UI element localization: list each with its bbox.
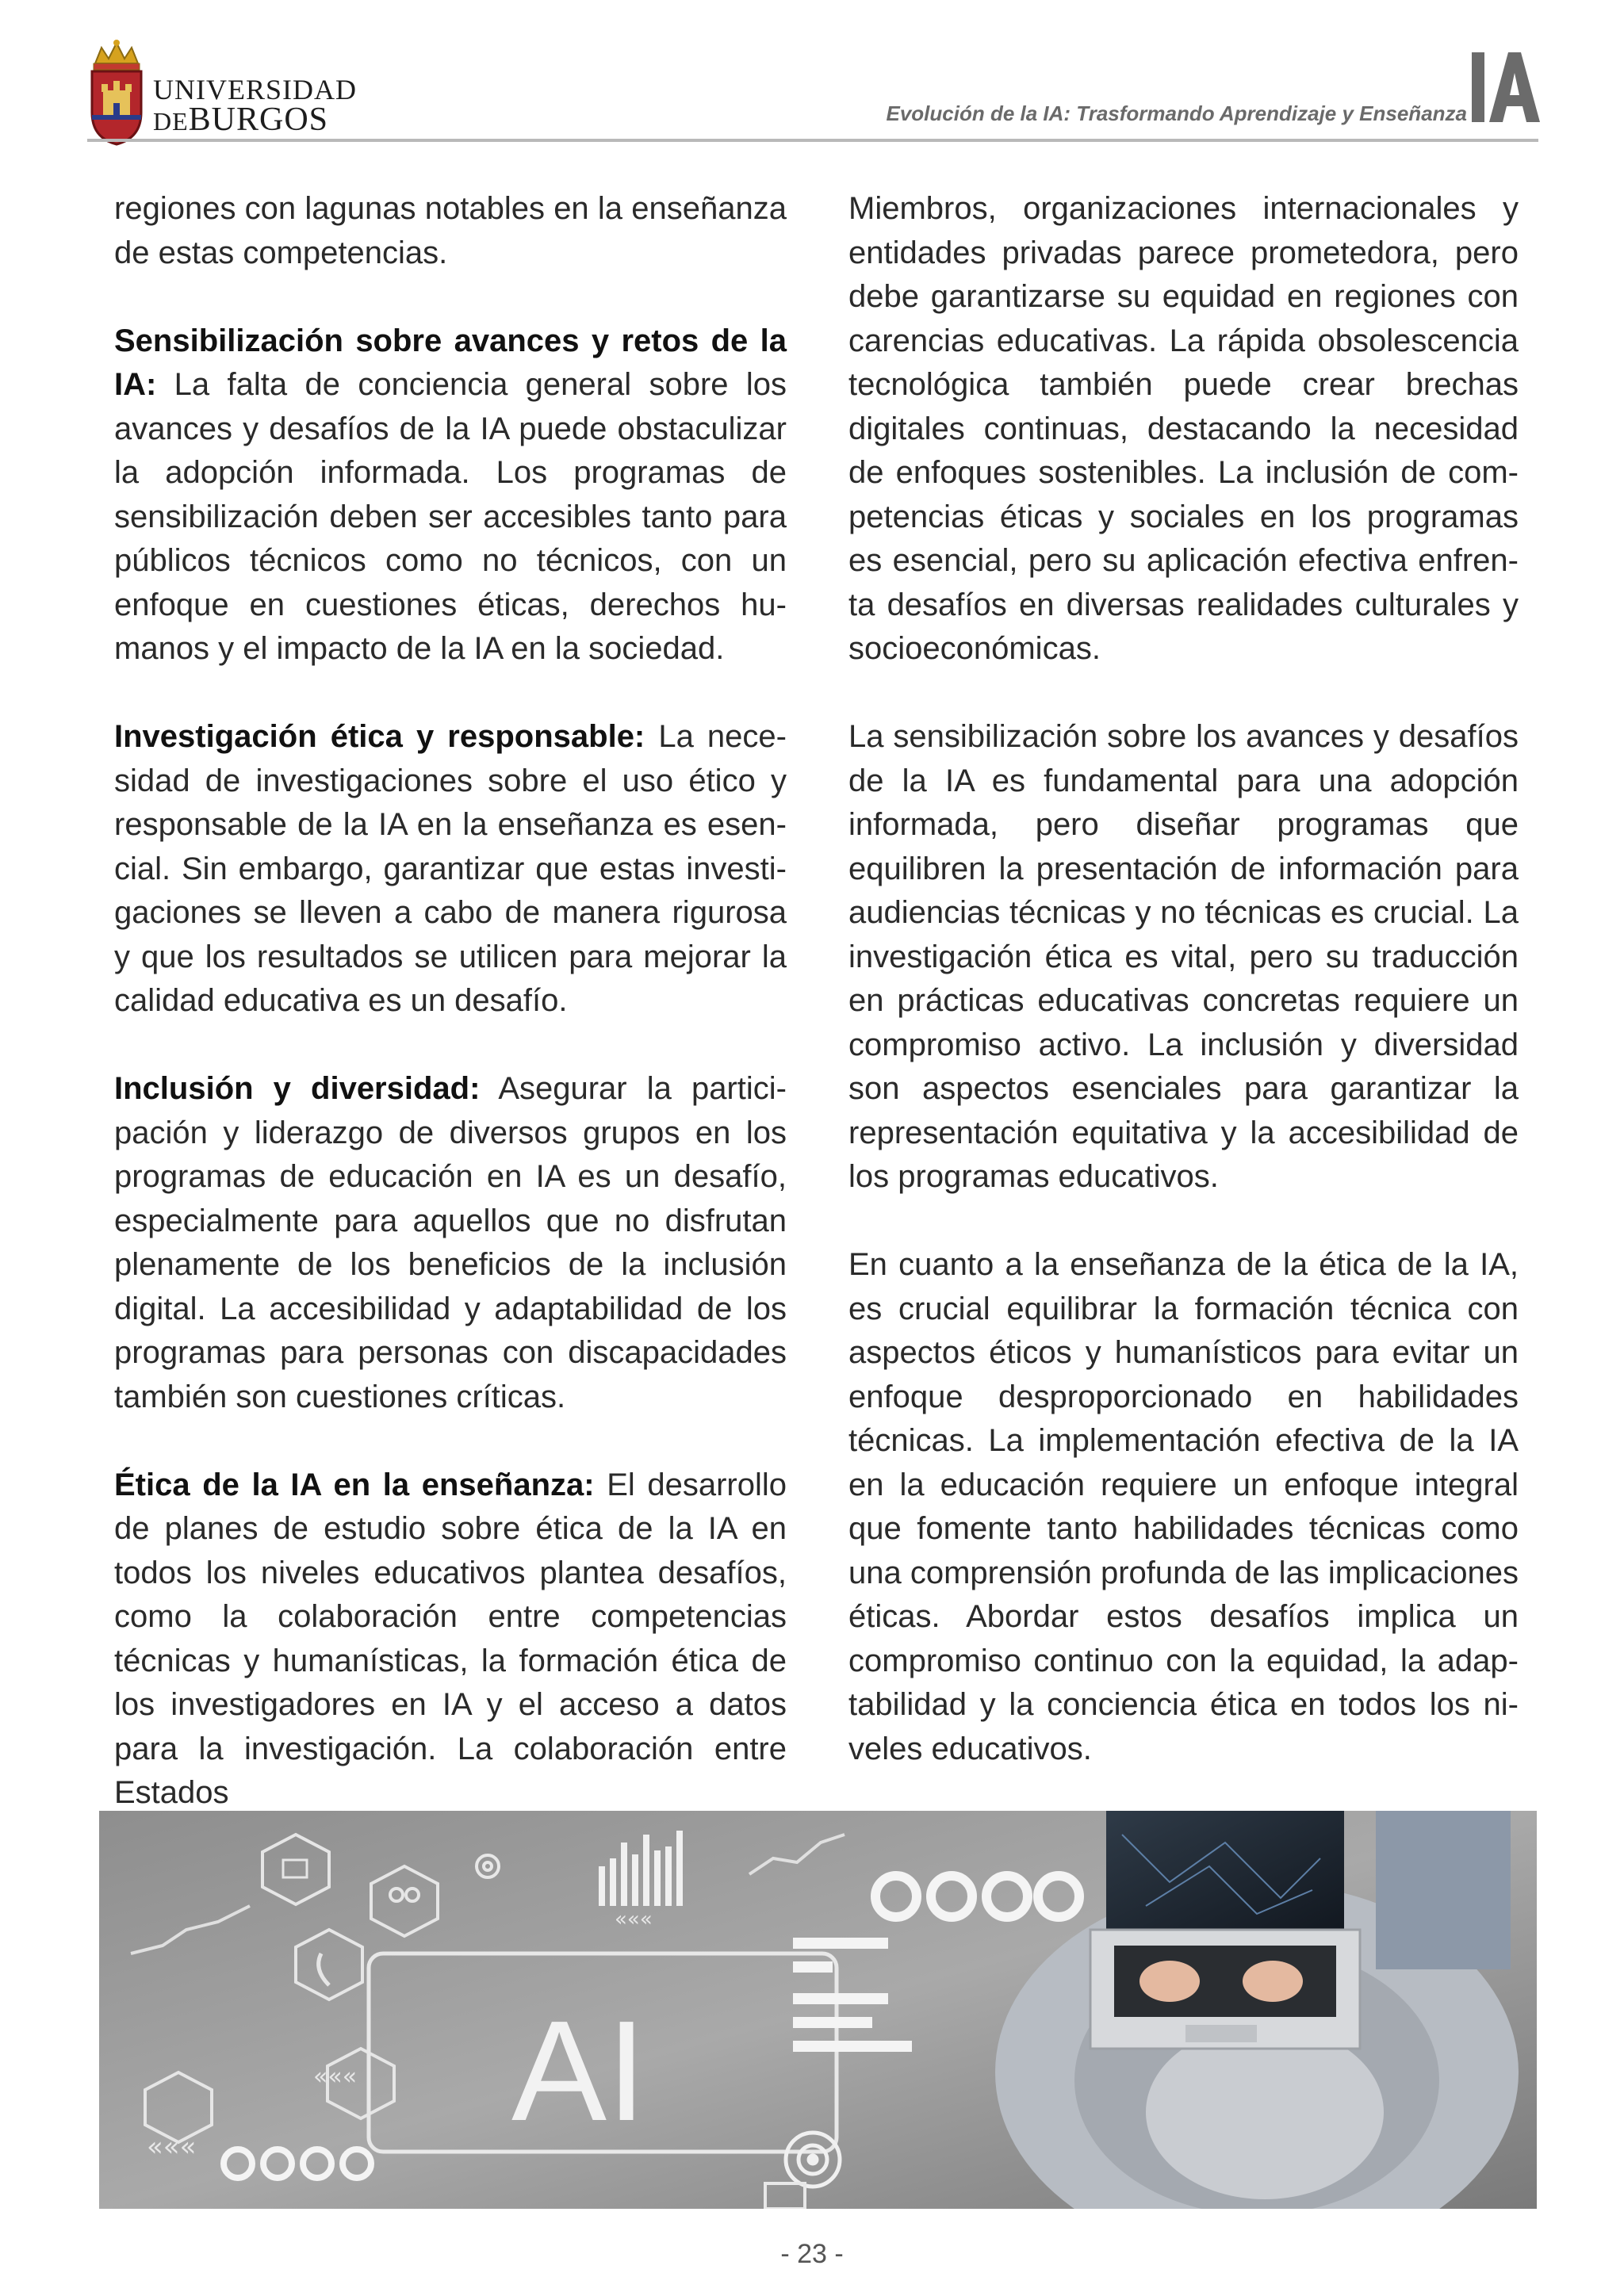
paragraph [114, 715, 787, 1024]
paragraph-text: En cuanto a la enseñanza de la ética de la IA, es crucial equilibrar la formación técnica con aspectos éticos y humanísticos para evitar un enfoque desproporcionado en habilidades técnicas. La implementación efectiva de la IA en la educación requiere un enfoque integral que fomente tanto habilidades técnicas como una comprensión profunda de las implicaciones éticas. Abordar estos desafíos implica un compromiso continuo con la equidad, la adaptabilidad y la conciencia ética en todos los niveles educativos. [848, 1247, 1519, 1766]
left-column [114, 187, 787, 1859]
paragraph-text: Asegurar la participación y liderazgo de diversos grupos en los programas de educación en IA es un desafío, especialmente para aquellos que no disfrutan plenamente de los beneficios de la inclusión digital. La accesibilidad y adaptabilidad de los programas para personas con discapacidades también son cuestiones críticas. [114, 1071, 787, 1414]
paragraph [114, 187, 787, 275]
hand [1139, 1961, 1200, 2002]
ai-illustration [99, 1811, 1537, 2209]
university-name [153, 75, 357, 136]
laptop-icon [1090, 1811, 1360, 2049]
header-divider [87, 139, 1538, 142]
paragraph [848, 1243, 1519, 1771]
chevrons-icon: ««« [313, 2063, 358, 2091]
document-title: Evolución de la IA: Trasformando Aprendizaje y Enseñanza [886, 101, 1467, 125]
right-column [848, 187, 1519, 1816]
paragraph-heading: Sensibilización sobre avances y retos de la IA: [114, 323, 787, 402]
ai-label: AI [511, 1992, 647, 2151]
hand [1243, 1961, 1303, 2002]
ia-logo [1472, 49, 1540, 127]
paragraph-text: La necesidad de investigaciones sobre el uso ético y responsable de la IA en la enseñanza es esencial. Sin embargo, garantizar que estas investigaciones se lleven a cabo de manera rigurosa y que los resultados se utilicen para mejorar la calidad educativa es un desafío. [114, 719, 787, 1018]
chevrons-icon: ««« [147, 2131, 197, 2163]
person [1146, 2025, 1384, 2199]
paragraph-text: regiones con lagunas notables en la enseñanza de estas competencias. [114, 191, 787, 270]
paragraph [114, 1067, 787, 1419]
paragraph-text: La sensibilización sobre los avances y desafíos de la IA es fundamental para una adopción informada, pero diseñar programas que equilibren la presentación de información para audiencias técnicas y no técnicas es crucial. La investigación ética es vital, pero su traducción en prácticas educativas concretas requiere un compromiso activo. La inclusión y diversidad son aspectos esenciales para garantizar la representación equitativa y la accesibilidad de los programas educativos. [848, 719, 1519, 1194]
university-name-line2 [153, 101, 357, 138]
university-crest-icon [87, 40, 146, 146]
paragraph-text: El desarrollo de planes de estudio sobre ética de la IA en todos los niveles educativos plantea desafíos, como la colaboración entre competencias técnicas y humanísticas, la formación ética de los investigadores en IA y el acceso a datos para la investigación. La colaboración entre Estados [114, 1467, 787, 1810]
person-leg [1376, 1811, 1511, 1969]
chevrons-icon: ««« [615, 1908, 653, 1931]
paragraph [114, 320, 787, 672]
page-header [0, 0, 1624, 151]
paragraph-heading: Inclusión y diversidad: [114, 1071, 481, 1106]
paragraph-heading: Investigación ética y responsable: [114, 719, 645, 754]
university-name-main: BURGOS [188, 101, 329, 138]
university-name-line1: UNIVERSIDAD [153, 74, 357, 105]
paragraph [848, 187, 1519, 672]
paragraph [848, 715, 1519, 1200]
university-name-prefix: DE [153, 107, 189, 136]
paragraph-text: Miembros, organizaciones internacionales y entidades privadas parece prometedora, pero debe garantizarse su equidad en regiones con carencias educativas. La rápida obsolescencia tecnológica también puede crear brechas digitales continuas, destacando la necesidad de enfoques sostenibles. La inclusión de competencias éticas y sociales en los programas es esencial, pero su aplicación efectiva enfrenta desafíos en diversas realidades culturales y socioeconómicas. [848, 191, 1519, 666]
page-number: - 23 - [780, 2239, 844, 2269]
paragraph [114, 1464, 787, 1816]
paragraph-heading: Ética de la IA en la enseñanza: [114, 1467, 595, 1502]
paragraph-text: La falta de conciencia general sobre los avances y desafíos de la IA puede obstaculizar la adopción informada. Los programas de sensibilización deben ser accesibles tanto para públicos técnicos como no técnicos, con un enfoque en cuestiones éticas, derechos humanos y el impacto de la IA en la sociedad. [114, 367, 787, 666]
